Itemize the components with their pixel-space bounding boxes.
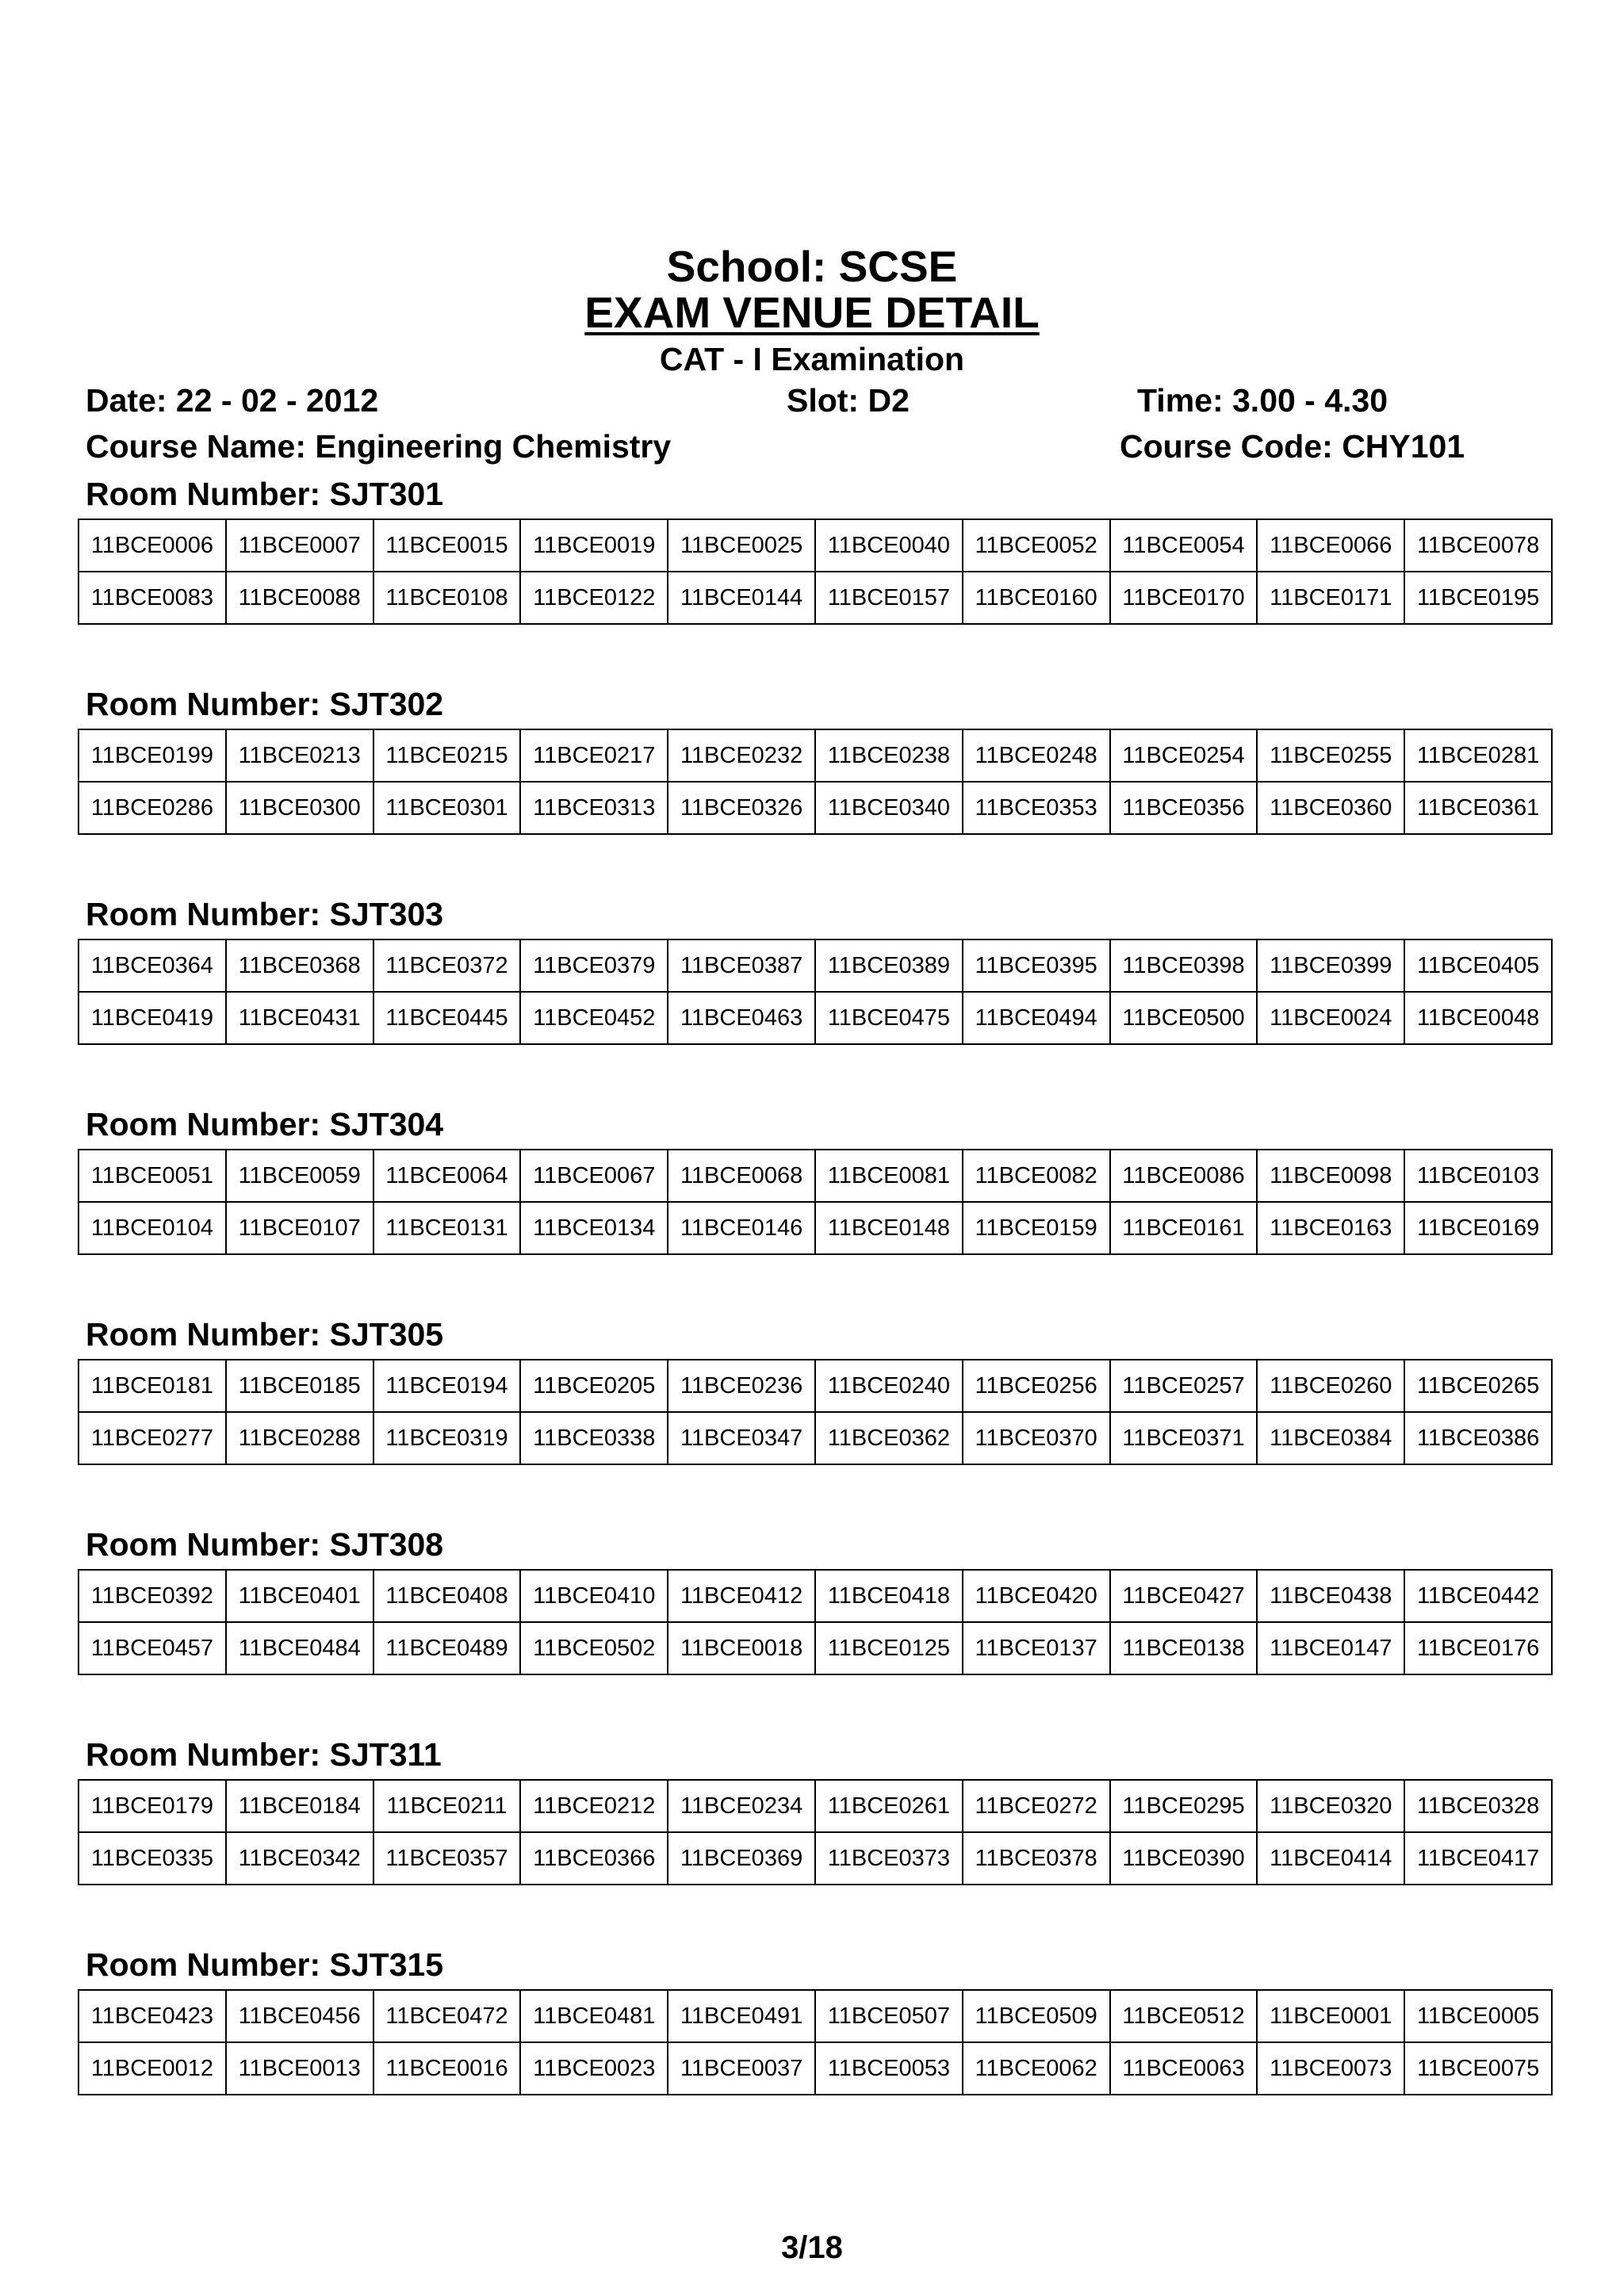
register-number-cell: 11BCE0353 (963, 782, 1110, 834)
register-number-cell: 11BCE0475 (815, 992, 963, 1044)
register-number-cell: 11BCE0338 (520, 1412, 668, 1464)
register-number-cell: 11BCE0369 (668, 1832, 815, 1885)
register-number-cell: 11BCE0019 (520, 519, 668, 572)
register-number-cell: 11BCE0412 (668, 1570, 815, 1622)
register-number-cell: 11BCE0277 (79, 1412, 226, 1464)
room-number-label: Room Number: SJT308 (86, 1526, 444, 1563)
register-number-cell: 11BCE0025 (668, 519, 815, 572)
register-number-cell: 11BCE0205 (520, 1360, 668, 1412)
register-number-cell: 11BCE0160 (963, 572, 1110, 624)
register-number-cell: 11BCE0326 (668, 782, 815, 834)
register-number-cell: 11BCE0420 (963, 1570, 1110, 1622)
register-number-cell: 11BCE0015 (373, 519, 521, 572)
room-allocation-table (78, 1149, 1553, 1255)
register-number-cell: 11BCE0257 (1110, 1360, 1258, 1412)
room-allocation-table (78, 1779, 1553, 1885)
table-row (79, 572, 1552, 624)
register-number-cell: 11BCE0398 (1110, 939, 1258, 992)
register-number-cell: 11BCE0179 (79, 1780, 226, 1832)
exam-name: CAT - I Examination (659, 341, 965, 377)
register-number-cell: 11BCE0157 (815, 572, 963, 624)
register-number-cell: 11BCE0082 (963, 1150, 1110, 1202)
room-number-label: Room Number: SJT311 (86, 1736, 442, 1773)
register-number-cell: 11BCE0300 (226, 782, 373, 834)
register-number-cell: 11BCE0362 (815, 1412, 963, 1464)
register-number-cell: 11BCE0507 (815, 1990, 963, 2042)
register-number-cell: 11BCE0148 (815, 1202, 963, 1254)
page-number: 3/18 (781, 2230, 843, 2265)
register-number-cell: 11BCE0018 (668, 1622, 815, 1674)
register-number-cell: 11BCE0236 (668, 1360, 815, 1412)
register-number-cell: 11BCE0408 (373, 1570, 521, 1622)
register-number-cell: 11BCE0419 (79, 992, 226, 1044)
register-number-cell: 11BCE0431 (226, 992, 373, 1044)
register-number-cell: 11BCE0452 (520, 992, 668, 1044)
register-number-cell: 11BCE0137 (963, 1622, 1110, 1674)
register-number-cell: 11BCE0088 (226, 572, 373, 624)
register-number-cell: 11BCE0006 (79, 519, 226, 572)
register-number-cell: 11BCE0286 (79, 782, 226, 834)
register-number-cell: 11BCE0288 (226, 1412, 373, 1464)
register-number-cell: 11BCE0012 (79, 2042, 226, 2095)
register-number-cell: 11BCE0481 (520, 1990, 668, 2042)
table-row (79, 1150, 1552, 1202)
room-number-label: Room Number: SJT305 (86, 1316, 444, 1353)
register-number-cell: 11BCE0068 (668, 1150, 815, 1202)
register-number-cell: 11BCE0234 (668, 1780, 815, 1832)
register-number-cell: 11BCE0265 (1404, 1360, 1552, 1412)
register-number-cell: 11BCE0389 (815, 939, 963, 992)
register-number-cell: 11BCE0372 (373, 939, 521, 992)
table-row (79, 1412, 1552, 1464)
register-number-cell: 11BCE0281 (1404, 729, 1552, 782)
register-number-cell: 11BCE0438 (1257, 1570, 1404, 1622)
table-row (79, 992, 1552, 1044)
register-number-cell: 11BCE0319 (373, 1412, 521, 1464)
register-number-cell: 11BCE0169 (1404, 1202, 1552, 1254)
register-number-cell: 11BCE0395 (963, 939, 1110, 992)
register-number-cell: 11BCE0463 (668, 992, 815, 1044)
register-number-cell: 11BCE0062 (963, 2042, 1110, 2095)
register-number-cell: 11BCE0052 (963, 519, 1110, 572)
register-number-cell: 11BCE0502 (520, 1622, 668, 1674)
room-number-label: Room Number: SJT301 (86, 476, 444, 512)
register-number-cell: 11BCE0378 (963, 1832, 1110, 1885)
register-number-cell: 11BCE0067 (520, 1150, 668, 1202)
register-number-cell: 11BCE0037 (668, 2042, 815, 2095)
register-number-cell: 11BCE0104 (79, 1202, 226, 1254)
exam-slot: Slot: D2 (787, 382, 910, 419)
table-row (79, 1360, 1552, 1412)
register-number-cell: 11BCE0442 (1404, 1570, 1552, 1622)
register-number-cell: 11BCE0005 (1404, 1990, 1552, 2042)
register-number-cell: 11BCE0456 (226, 1990, 373, 2042)
register-number-cell: 11BCE0392 (79, 1570, 226, 1622)
register-number-cell: 11BCE0083 (79, 572, 226, 624)
register-number-cell: 11BCE0194 (373, 1360, 521, 1412)
register-number-cell: 11BCE0185 (226, 1360, 373, 1412)
register-number-cell: 11BCE0098 (1257, 1150, 1404, 1202)
register-number-cell: 11BCE0217 (520, 729, 668, 782)
register-number-cell: 11BCE0013 (226, 2042, 373, 2095)
register-number-cell: 11BCE0386 (1404, 1412, 1552, 1464)
register-number-cell: 11BCE0211 (373, 1780, 521, 1832)
register-number-cell: 11BCE0040 (815, 519, 963, 572)
register-number-cell: 11BCE0063 (1110, 2042, 1258, 2095)
register-number-cell: 11BCE0007 (226, 519, 373, 572)
table-row (79, 1990, 1552, 2042)
register-number-cell: 11BCE0373 (815, 1832, 963, 1885)
register-number-cell: 11BCE0125 (815, 1622, 963, 1674)
register-number-cell: 11BCE0171 (1257, 572, 1404, 624)
register-number-cell: 11BCE0427 (1110, 1570, 1258, 1622)
register-number-cell: 11BCE0261 (815, 1780, 963, 1832)
register-number-cell: 11BCE0357 (373, 1832, 521, 1885)
register-number-cell: 11BCE0131 (373, 1202, 521, 1254)
register-number-cell: 11BCE0122 (520, 572, 668, 624)
register-number-cell: 11BCE0138 (1110, 1622, 1258, 1674)
table-row (79, 939, 1552, 992)
register-number-cell: 11BCE0370 (963, 1412, 1110, 1464)
register-number-cell: 11BCE0260 (1257, 1360, 1404, 1412)
register-number-cell: 11BCE0103 (1404, 1150, 1552, 1202)
register-number-cell: 11BCE0387 (668, 939, 815, 992)
register-number-cell: 11BCE0368 (226, 939, 373, 992)
register-number-cell: 11BCE0212 (520, 1780, 668, 1832)
register-number-cell: 11BCE0414 (1257, 1832, 1404, 1885)
register-number-cell: 11BCE0001 (1257, 1990, 1404, 2042)
course-code: Course Code: CHY101 (1120, 428, 1465, 465)
exam-time: Time: 3.00 - 4.30 (1137, 382, 1388, 419)
register-number-cell: 11BCE0361 (1404, 782, 1552, 834)
register-number-cell: 11BCE0051 (79, 1150, 226, 1202)
register-number-cell: 11BCE0199 (79, 729, 226, 782)
table-row (79, 782, 1552, 834)
register-number-cell: 11BCE0509 (963, 1990, 1110, 2042)
register-number-cell: 11BCE0356 (1110, 782, 1258, 834)
register-number-cell: 11BCE0445 (373, 992, 521, 1044)
table-row (79, 1202, 1552, 1254)
register-number-cell: 11BCE0491 (668, 1990, 815, 2042)
room-number-label: Room Number: SJT315 (86, 1946, 444, 1983)
room-allocation-table (78, 939, 1553, 1045)
course-name: Course Name: Engineering Chemistry (86, 428, 672, 465)
register-number-cell: 11BCE0232 (668, 729, 815, 782)
table-row (79, 1832, 1552, 1885)
school-heading: School: SCSE (666, 242, 958, 291)
register-number-cell: 11BCE0313 (520, 782, 668, 834)
register-number-cell: 11BCE0064 (373, 1150, 521, 1202)
register-number-cell: 11BCE0256 (963, 1360, 1110, 1412)
room-allocation-table (78, 1569, 1553, 1675)
table-row (79, 2042, 1552, 2095)
room-number-label: Room Number: SJT303 (86, 896, 444, 932)
table-row (79, 1570, 1552, 1622)
register-number-cell: 11BCE0170 (1110, 572, 1258, 624)
register-number-cell: 11BCE0255 (1257, 729, 1404, 782)
room-allocation-table (78, 1989, 1553, 2095)
register-number-cell: 11BCE0360 (1257, 782, 1404, 834)
register-number-cell: 11BCE0254 (1110, 729, 1258, 782)
register-number-cell: 11BCE0379 (520, 939, 668, 992)
register-number-cell: 11BCE0066 (1257, 519, 1404, 572)
register-number-cell: 11BCE0457 (79, 1622, 226, 1674)
register-number-cell: 11BCE0184 (226, 1780, 373, 1832)
room-allocation-table (78, 729, 1553, 835)
register-number-cell: 11BCE0048 (1404, 992, 1552, 1044)
room-number-label: Room Number: SJT304 (86, 1106, 444, 1142)
table-row (79, 1780, 1552, 1832)
register-number-cell: 11BCE0364 (79, 939, 226, 992)
register-number-cell: 11BCE0016 (373, 2042, 521, 2095)
register-number-cell: 11BCE0494 (963, 992, 1110, 1044)
register-number-cell: 11BCE0159 (963, 1202, 1110, 1254)
register-number-cell: 11BCE0146 (668, 1202, 815, 1254)
register-number-cell: 11BCE0489 (373, 1622, 521, 1674)
register-number-cell: 11BCE0054 (1110, 519, 1258, 572)
register-number-cell: 11BCE0399 (1257, 939, 1404, 992)
register-number-cell: 11BCE0405 (1404, 939, 1552, 992)
register-number-cell: 11BCE0134 (520, 1202, 668, 1254)
register-number-cell: 11BCE0059 (226, 1150, 373, 1202)
room-allocation-table (78, 1359, 1553, 1465)
register-number-cell: 11BCE0347 (668, 1412, 815, 1464)
register-number-cell: 11BCE0108 (373, 572, 521, 624)
register-number-cell: 11BCE0107 (226, 1202, 373, 1254)
register-number-cell: 11BCE0181 (79, 1360, 226, 1412)
table-row (79, 729, 1552, 782)
register-number-cell: 11BCE0418 (815, 1570, 963, 1622)
register-number-cell: 11BCE0144 (668, 572, 815, 624)
register-number-cell: 11BCE0328 (1404, 1780, 1552, 1832)
register-number-cell: 11BCE0176 (1404, 1622, 1552, 1674)
register-number-cell: 11BCE0366 (520, 1832, 668, 1885)
register-number-cell: 11BCE0078 (1404, 519, 1552, 572)
register-number-cell: 11BCE0484 (226, 1622, 373, 1674)
register-number-cell: 11BCE0248 (963, 729, 1110, 782)
register-number-cell: 11BCE0213 (226, 729, 373, 782)
register-number-cell: 11BCE0342 (226, 1832, 373, 1885)
register-number-cell: 11BCE0390 (1110, 1832, 1258, 1885)
register-number-cell: 11BCE0053 (815, 2042, 963, 2095)
register-number-cell: 11BCE0371 (1110, 1412, 1258, 1464)
register-number-cell: 11BCE0163 (1257, 1202, 1404, 1254)
register-number-cell: 11BCE0073 (1257, 2042, 1404, 2095)
register-number-cell: 11BCE0401 (226, 1570, 373, 1622)
table-row (79, 519, 1552, 572)
room-number-label: Room Number: SJT302 (86, 686, 444, 722)
register-number-cell: 11BCE0023 (520, 2042, 668, 2095)
register-number-cell: 11BCE0410 (520, 1570, 668, 1622)
register-number-cell: 11BCE0472 (373, 1990, 521, 2042)
register-number-cell: 11BCE0195 (1404, 572, 1552, 624)
register-number-cell: 11BCE0512 (1110, 1990, 1258, 2042)
register-number-cell: 11BCE0500 (1110, 992, 1258, 1044)
register-number-cell: 11BCE0423 (79, 1990, 226, 2042)
register-number-cell: 11BCE0320 (1257, 1780, 1404, 1832)
register-number-cell: 11BCE0417 (1404, 1832, 1552, 1885)
register-number-cell: 11BCE0147 (1257, 1622, 1404, 1674)
register-number-cell: 11BCE0335 (79, 1832, 226, 1885)
register-number-cell: 11BCE0161 (1110, 1202, 1258, 1254)
exam-date: Date: 22 - 02 - 2012 (86, 382, 379, 419)
register-number-cell: 11BCE0081 (815, 1150, 963, 1202)
register-number-cell: 11BCE0238 (815, 729, 963, 782)
register-number-cell: 11BCE0075 (1404, 2042, 1552, 2095)
register-number-cell: 11BCE0086 (1110, 1150, 1258, 1202)
table-row (79, 1622, 1552, 1674)
document-title: EXAM VENUE DETAIL (584, 288, 1040, 337)
register-number-cell: 11BCE0240 (815, 1360, 963, 1412)
register-number-cell: 11BCE0024 (1257, 992, 1404, 1044)
register-number-cell: 11BCE0340 (815, 782, 963, 834)
register-number-cell: 11BCE0301 (373, 782, 521, 834)
register-number-cell: 11BCE0215 (373, 729, 521, 782)
register-number-cell: 11BCE0384 (1257, 1412, 1404, 1464)
register-number-cell: 11BCE0295 (1110, 1780, 1258, 1832)
register-number-cell: 11BCE0272 (963, 1780, 1110, 1832)
room-allocation-table (78, 519, 1553, 625)
